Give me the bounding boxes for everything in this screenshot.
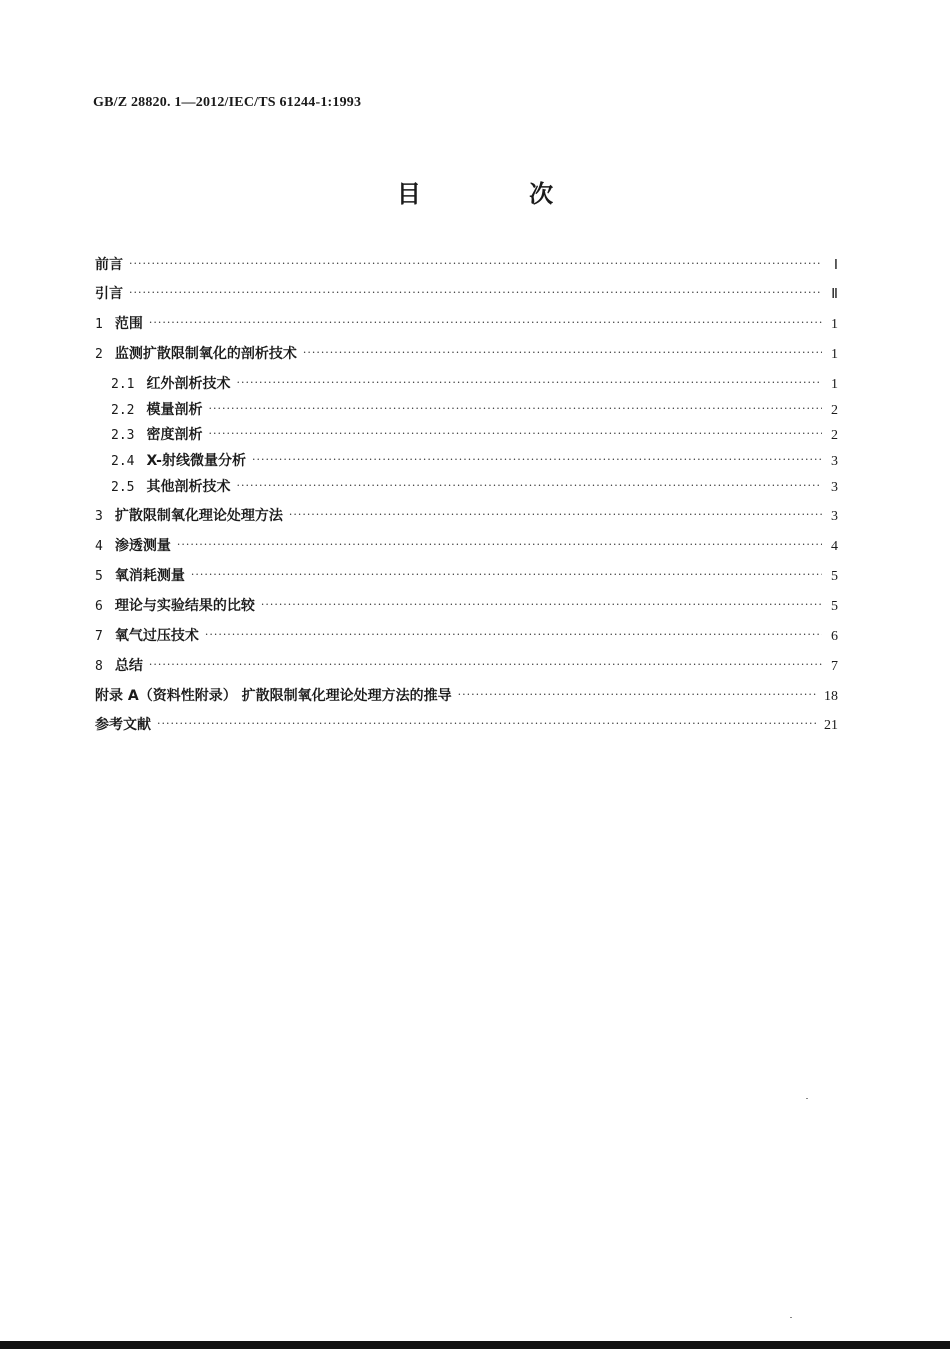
toc-entry-label: 参考文献	[95, 717, 151, 733]
toc-entry-number: 2.4	[111, 454, 135, 469]
scan-speck	[806, 1098, 808, 1099]
toc-entry-label: 红外剖析技术	[146, 376, 231, 392]
toc-entry-label: 密度剖析	[146, 427, 203, 443]
toc-entry-number: 2.2	[111, 403, 135, 418]
toc-dot-leader	[191, 566, 822, 583]
toc-entry[interactable]	[95, 538, 838, 555]
toc-dot-leader	[208, 425, 822, 442]
toc-entry-number: 6	[95, 599, 103, 614]
toc-entry-label: 范围	[114, 316, 143, 332]
toc-entry[interactable]	[95, 658, 838, 675]
toc-entry[interactable]	[95, 286, 838, 303]
toc-entry[interactable]	[95, 453, 838, 470]
toc-entry-number: 5	[95, 569, 103, 584]
toc-entry-label: 扩散限制氧化理论处理方法	[114, 508, 283, 524]
toc-entry-number: 4	[95, 539, 103, 554]
toc-entry-page: 3	[831, 454, 838, 469]
toc-dot-leader	[157, 715, 818, 732]
toc-dot-leader	[252, 451, 822, 468]
toc-dot-leader	[236, 477, 822, 494]
toc-entry-page: 2	[831, 403, 838, 418]
toc-entry[interactable]	[95, 688, 838, 705]
toc-entry-page: Ⅱ	[831, 287, 838, 302]
toc-dot-leader	[205, 626, 822, 643]
toc-entry-page: 18	[824, 689, 838, 704]
toc-entry-label: 模量剖析	[146, 402, 203, 418]
toc-entry-label: 引言	[95, 286, 123, 302]
toc-entry-number: 2.1	[111, 377, 135, 392]
toc-entry[interactable]	[95, 628, 838, 645]
scan-speck	[790, 1317, 792, 1318]
toc-entry-number: 2.3	[111, 428, 135, 443]
toc-dot-leader	[208, 400, 822, 417]
toc-entry[interactable]	[95, 568, 838, 585]
toc-entry-number: 2.5	[111, 480, 135, 495]
toc-dot-leader	[149, 656, 822, 673]
toc-entry-label: 氧消耗测量	[114, 568, 185, 584]
toc-entry-number: 3	[95, 509, 103, 524]
toc-entry-page: 1	[831, 377, 838, 392]
toc-entry-page: 3	[831, 480, 838, 495]
toc-entry-label: 理论与实验结果的比较	[114, 598, 255, 614]
toc-entry-page: 7	[831, 659, 838, 674]
toc-entry-label: 附录 A（资料性附录） 扩散限制氧化理论处理方法的推导	[95, 688, 452, 704]
toc-entry-label: 其他剖析技术	[146, 479, 231, 495]
toc-entry[interactable]	[95, 479, 838, 496]
toc-entry-page: 1	[831, 347, 838, 362]
toc-entry[interactable]	[95, 598, 838, 615]
toc-entry-label: 渗透测量	[114, 538, 171, 554]
toc-dot-leader	[129, 255, 822, 272]
toc-entry-page: 5	[831, 569, 838, 584]
toc-dot-leader	[261, 596, 822, 613]
toc-entry[interactable]	[95, 402, 838, 419]
toc-entry[interactable]	[95, 508, 838, 525]
scan-edge-bar	[0, 1341, 950, 1349]
toc-entry[interactable]	[95, 257, 838, 274]
toc-dot-leader	[236, 374, 822, 391]
toc-dot-leader	[289, 506, 822, 523]
toc-entry[interactable]	[95, 316, 838, 333]
toc-entry-number: 8	[95, 659, 103, 674]
toc-entry-page: 5	[831, 599, 838, 614]
toc-entry-page: 21	[824, 718, 838, 733]
toc-entry[interactable]	[95, 346, 838, 363]
toc-entry-page: 2	[831, 428, 838, 443]
toc-dot-leader	[177, 536, 822, 553]
toc-entry-number: 2	[95, 347, 103, 362]
toc-entry-page: 3	[831, 509, 838, 524]
page-title: 目 次	[396, 180, 604, 208]
toc-entry[interactable]	[95, 717, 838, 734]
toc-entry-label: 监测扩散限制氧化的剖析技术	[114, 346, 297, 362]
toc-dot-leader	[129, 284, 822, 301]
toc-entry-label: 氧气过压技术	[114, 628, 199, 644]
toc-dot-leader	[149, 314, 822, 331]
toc-entry-label: 前言	[95, 257, 123, 273]
toc-dot-leader	[303, 344, 822, 361]
toc-entry-number: 1	[95, 317, 103, 332]
toc-entry-number: 7	[95, 629, 103, 644]
toc-entry[interactable]	[95, 427, 838, 444]
toc-entry-label: X-射线微量分析	[146, 453, 246, 469]
toc-entry-page: 4	[831, 539, 838, 554]
toc-dot-leader	[458, 686, 818, 703]
toc-entry-page: 6	[831, 629, 838, 644]
toc-entry-label: 总结	[114, 658, 143, 674]
toc-entry-page: Ⅰ	[833, 258, 838, 273]
document-standard-code: GB/Z 28820. 1—2012/IEC/TS 61244-1:1993	[93, 95, 362, 110]
toc-entry-page: 1	[831, 317, 838, 332]
toc-entry[interactable]	[95, 376, 838, 393]
